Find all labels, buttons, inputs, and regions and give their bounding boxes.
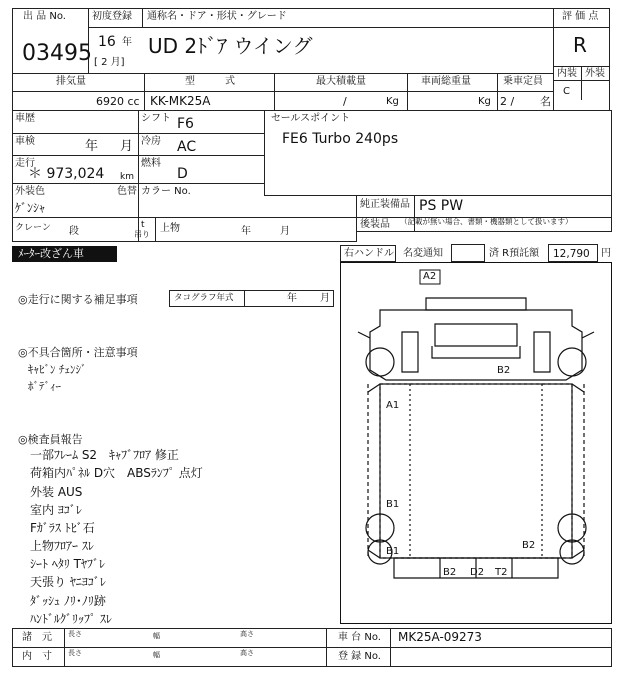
tachograph-year-unit: 年: [287, 293, 297, 304]
inspector-item: 上物ﾌﾛｱｰ ｽﾚ: [30, 539, 94, 553]
name-change-box: [451, 244, 485, 262]
inspection-year-unit: 年: [85, 139, 99, 154]
ac: AC: [177, 139, 197, 155]
diagram-label: B2: [497, 365, 511, 376]
body-label: 上物: [160, 223, 180, 234]
color-code-label: カラー No.: [141, 186, 191, 197]
crane-lift: 吊り: [134, 230, 150, 239]
inspector-item: 荷箱内ﾊﾟﾈﾙ D穴 ABSﾗﾝﾌﾟ 点灯: [30, 466, 203, 480]
divider: [244, 290, 245, 307]
divider: [12, 241, 357, 242]
divider: [142, 8, 143, 28]
diagram-label: A2: [423, 271, 437, 282]
divider: [553, 8, 554, 110]
inspector-item: ｼｰﾄ ﾍﾀﾘ Tﾔﾌﾞﾚ: [30, 557, 105, 571]
tachograph-month-unit: 月: [320, 293, 330, 304]
divider: [88, 27, 553, 28]
inspector-item: 外装 AUS: [30, 485, 83, 499]
diagram-label: B1: [386, 546, 400, 557]
crane-label: クレーン: [15, 223, 51, 233]
diagram-label: D2: [470, 567, 485, 578]
divider: [553, 80, 609, 81]
driving-heading: ◎走行に関する補足事項: [18, 293, 138, 306]
interior-label: 内装: [557, 68, 577, 79]
sales-point-label: セールスポイント: [271, 113, 351, 124]
displacement-label: 排気量: [56, 76, 86, 87]
defect-item: ｷｬﾋﾞﾝ ﾁｪﾝｼﾞ: [28, 363, 87, 376]
fuel: D: [177, 166, 188, 182]
divider: [264, 195, 612, 196]
model-label: 型 式: [185, 76, 235, 87]
divider: [581, 66, 582, 100]
model: KK-MK25A: [150, 94, 211, 108]
max-load: /: [343, 95, 347, 108]
chassis-label: 車 台 No.: [338, 632, 381, 643]
divider: [356, 195, 357, 242]
divider: [12, 183, 264, 184]
divider: [12, 133, 264, 134]
mileage-label: 走行: [15, 158, 35, 169]
lot-no-label: 出 品 No.: [23, 11, 66, 22]
color-label: 外装色: [15, 186, 45, 197]
mileage-unit: km: [120, 172, 134, 182]
color-change-label: 色替: [117, 186, 137, 197]
crane-t: t: [141, 220, 145, 230]
aftermarket-note: （記載が無い場合、書類・機器類として扱います）: [400, 217, 573, 226]
inspector-item: 一部ﾌﾚｰﾑ S2 ｷｬﾌﾞﾌﾛｱ 修正: [30, 448, 179, 462]
lot-no: 03495: [22, 41, 92, 66]
frame-top: [12, 8, 609, 9]
equipment-label: 純正装備品: [360, 199, 410, 210]
length-label: 長さ: [68, 630, 82, 638]
divider: [12, 666, 612, 667]
defect-item: ﾎﾞﾃﾞｨｰ: [28, 380, 61, 393]
divider: [407, 73, 408, 110]
exterior-label: 外装: [585, 68, 605, 79]
defects-heading: ◎不具合箇所・注意事項: [18, 346, 138, 359]
recycle-amount: 12,790: [553, 248, 590, 260]
registration-label: 登 録 No.: [338, 651, 381, 662]
divider: [138, 110, 139, 241]
gross-weight-unit: Kg: [478, 96, 491, 107]
diagram-label: T2: [495, 567, 508, 578]
first-reg-month: [ 2 月]: [94, 57, 125, 68]
recycle-label: 済 R預託額: [489, 248, 540, 259]
crane-stage-unit: 段: [69, 226, 79, 237]
divider: [611, 628, 612, 666]
diagram-label: B1: [386, 499, 400, 510]
first-reg-year-unit: 年: [122, 37, 132, 48]
divider: [12, 110, 13, 241]
inner-dims-label: 内 寸: [22, 651, 52, 662]
gross-weight-label: 車両総重量: [421, 76, 471, 87]
dims-label: 諸 元: [22, 632, 52, 643]
divider: [356, 231, 612, 232]
interior-grade: C: [563, 86, 570, 97]
color: ｹﾞﾝｼｬ: [15, 201, 46, 215]
width-label: 幅: [153, 632, 160, 640]
inspector-heading: ◎検査員報告: [18, 433, 83, 446]
mileage: ＊ 973,024: [28, 166, 105, 182]
chassis-no: MK25A-09273: [398, 630, 482, 644]
divider: [144, 73, 145, 110]
inner-length-label: 長さ: [68, 649, 82, 657]
vehicle-name-label: 通称名・ドア・形状・グレード: [147, 11, 287, 22]
height-label: 高さ: [240, 630, 254, 638]
overall-grade: R: [573, 33, 587, 57]
capacity-label: 乗車定員: [503, 76, 543, 87]
inspector-item: Fｶﾞﾗｽ ﾄﾋﾞ石: [30, 521, 95, 535]
capacity-unit: 名: [540, 95, 551, 108]
aftermarket-label: 後装品: [360, 219, 390, 230]
divider: [611, 110, 612, 232]
inner-height-label: 高さ: [240, 649, 254, 657]
divider: [12, 647, 612, 648]
divider: [390, 628, 391, 666]
divider: [264, 110, 612, 111]
inspector-item: 天張り ﾔﾆﾖｺﾞﾚ: [30, 575, 106, 589]
tachograph-label: タコグラフ年式: [174, 293, 234, 303]
equipment: PS PW: [419, 198, 464, 214]
shift-label: シフト: [141, 113, 171, 124]
displacement: 6920 cc: [96, 95, 140, 108]
inner-width-label: 幅: [153, 651, 160, 659]
grade-label: 評 価 点: [562, 11, 599, 22]
first-reg-label: 初度登録: [92, 11, 132, 22]
max-load-label: 最大積載量: [316, 76, 366, 87]
divider: [274, 73, 275, 110]
diagram-label: B2: [443, 567, 457, 578]
steering: 右ハンドル: [344, 248, 394, 259]
ac-label: 冷房: [141, 136, 161, 147]
body-year-unit: 年: [241, 226, 251, 237]
divider: [12, 628, 612, 629]
divider: [497, 73, 498, 110]
frame-right: [609, 8, 610, 110]
divider: [155, 217, 156, 241]
capacity: 2 /: [500, 95, 515, 108]
inspector-item: ﾀﾞｯｼｭ ﾉﾘ･ﾉﾘ跡: [30, 594, 106, 608]
first-reg-year: 16: [98, 34, 116, 50]
divider: [12, 155, 264, 156]
divider: [12, 91, 553, 92]
inspection-month-unit: 月: [120, 139, 134, 154]
name-change-label: 名変通知: [403, 248, 443, 259]
history-label: 車歴: [15, 113, 35, 124]
body-month-unit: 月: [280, 226, 290, 237]
divider: [264, 110, 265, 196]
inspector-item: ﾊﾝﾄﾞﾙｸﾞﾘｯﾌﾟ ｽﾚ: [30, 612, 112, 626]
fuel-label: 燃料: [141, 158, 161, 169]
inspector-item: 室内 ﾖｺﾞﾚ: [30, 503, 82, 517]
divider: [553, 27, 609, 28]
diagram-label: B2: [522, 540, 536, 551]
inspection-label: 車検: [15, 136, 35, 147]
shift: F6: [177, 116, 194, 132]
max-load-unit: Kg: [386, 96, 399, 107]
divider: [414, 195, 415, 232]
tampered-meter-notice: ﾒｰﾀｰ改ざん車: [12, 246, 117, 262]
sales-point: FE6 Turbo 240ps: [282, 131, 399, 147]
divider: [12, 628, 13, 666]
vehicle-name: UD 2ﾄﾞｱ ウイング: [148, 34, 313, 58]
divider: [12, 73, 553, 74]
recycle-unit: 円: [601, 248, 611, 259]
diagram-label: A1: [386, 400, 400, 411]
divider: [64, 628, 65, 666]
divider: [326, 628, 327, 666]
